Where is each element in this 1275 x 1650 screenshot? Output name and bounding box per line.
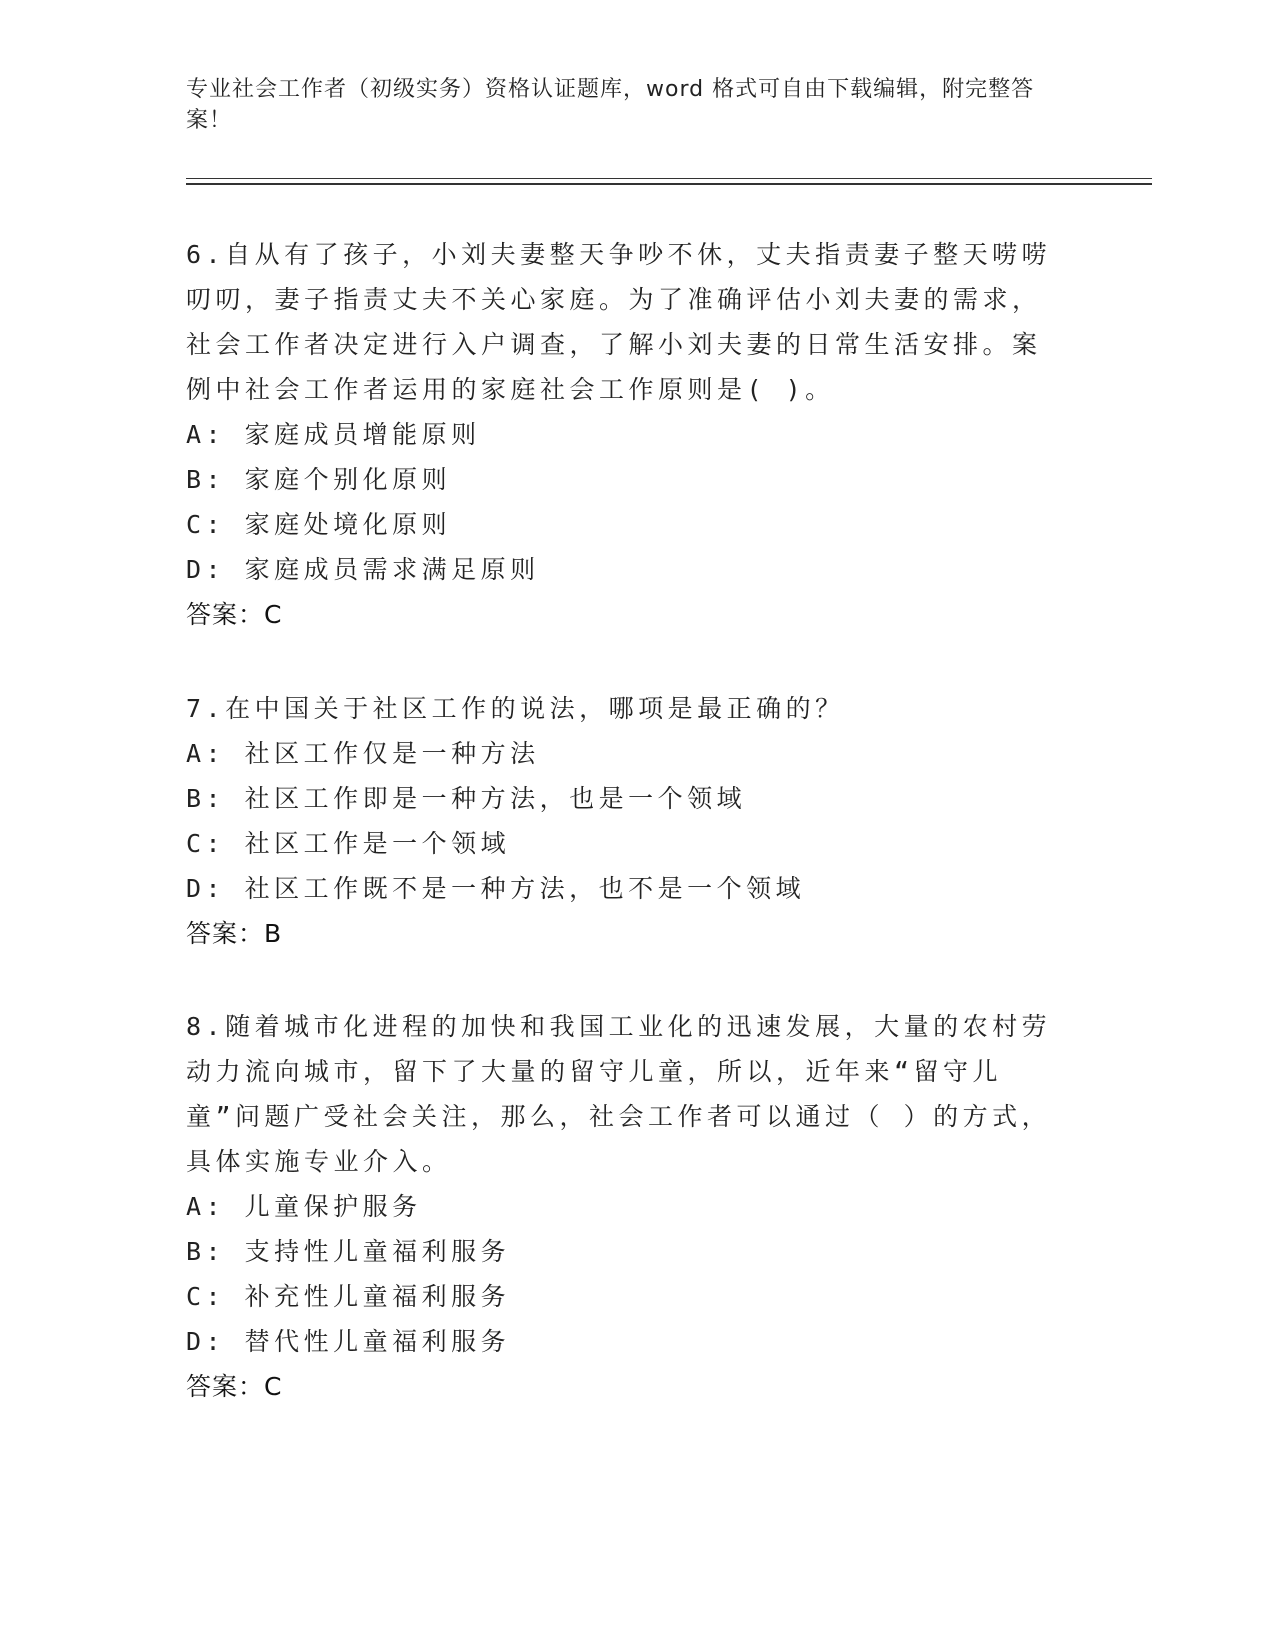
question-stem: 6.自从有了孩子，小刘夫妻整天争吵不休，丈夫指责妻子整天唠唠叨叨，妻子指责丈夫不关心家庭。为了准确评估小刘夫妻的需求，社会工作者决定进行入户调查，了解小刘夫妻的日常生活安排。案例中社会工作者运用的家庭社会工作原则是( )。 [186, 240, 1052, 404]
answer: 答案：C [186, 1372, 283, 1401]
option-a: A: 家庭成员增能原则 [186, 420, 481, 449]
question-stem: 8.随着城市化进程的加快和我国工业化的迅速发展，大量的农村劳动力流向城市，留下了大量的留守儿童，所以，近年来“留守儿童”问题广受社会关注，那么，社会工作者可以通过（ ）的方式，具体实施专业介入。 [186, 1012, 1052, 1176]
option-b: B: 社区工作即是一种方法，也是一个领域 [186, 784, 747, 813]
option-a: A: 儿童保护服务 [186, 1192, 422, 1221]
answer: 答案：B [186, 919, 283, 948]
option-d: D: 家庭成员需求满足原则 [186, 555, 540, 584]
question-6 [186, 232, 1066, 637]
option-d: D: 替代性儿童福利服务 [186, 1327, 511, 1356]
document-header: 专业社会工作者（初级实务）资格认证题库，word 格式可自由下载编辑，附完整答案！ [186, 77, 1035, 133]
answer: 答案：C [186, 600, 283, 629]
option-b: B: 家庭个别化原则 [186, 465, 452, 494]
header-divider-thin [186, 178, 1152, 179]
header-divider-thick [186, 183, 1152, 185]
question-stem: 7.在中国关于社区工作的说法，哪项是最正确的？ [186, 694, 845, 723]
question-7 [186, 686, 1066, 956]
option-d: D: 社区工作既不是一种方法，也不是一个领域 [186, 874, 806, 903]
option-b: B: 支持性儿童福利服务 [186, 1237, 511, 1266]
question-8 [186, 1004, 1066, 1409]
option-a: A: 社区工作仅是一种方法 [186, 739, 540, 768]
option-c: C: 社区工作是一个领域 [186, 829, 511, 858]
option-c: C: 家庭处境化原则 [186, 510, 452, 539]
option-c: C: 补充性儿童福利服务 [186, 1282, 511, 1311]
